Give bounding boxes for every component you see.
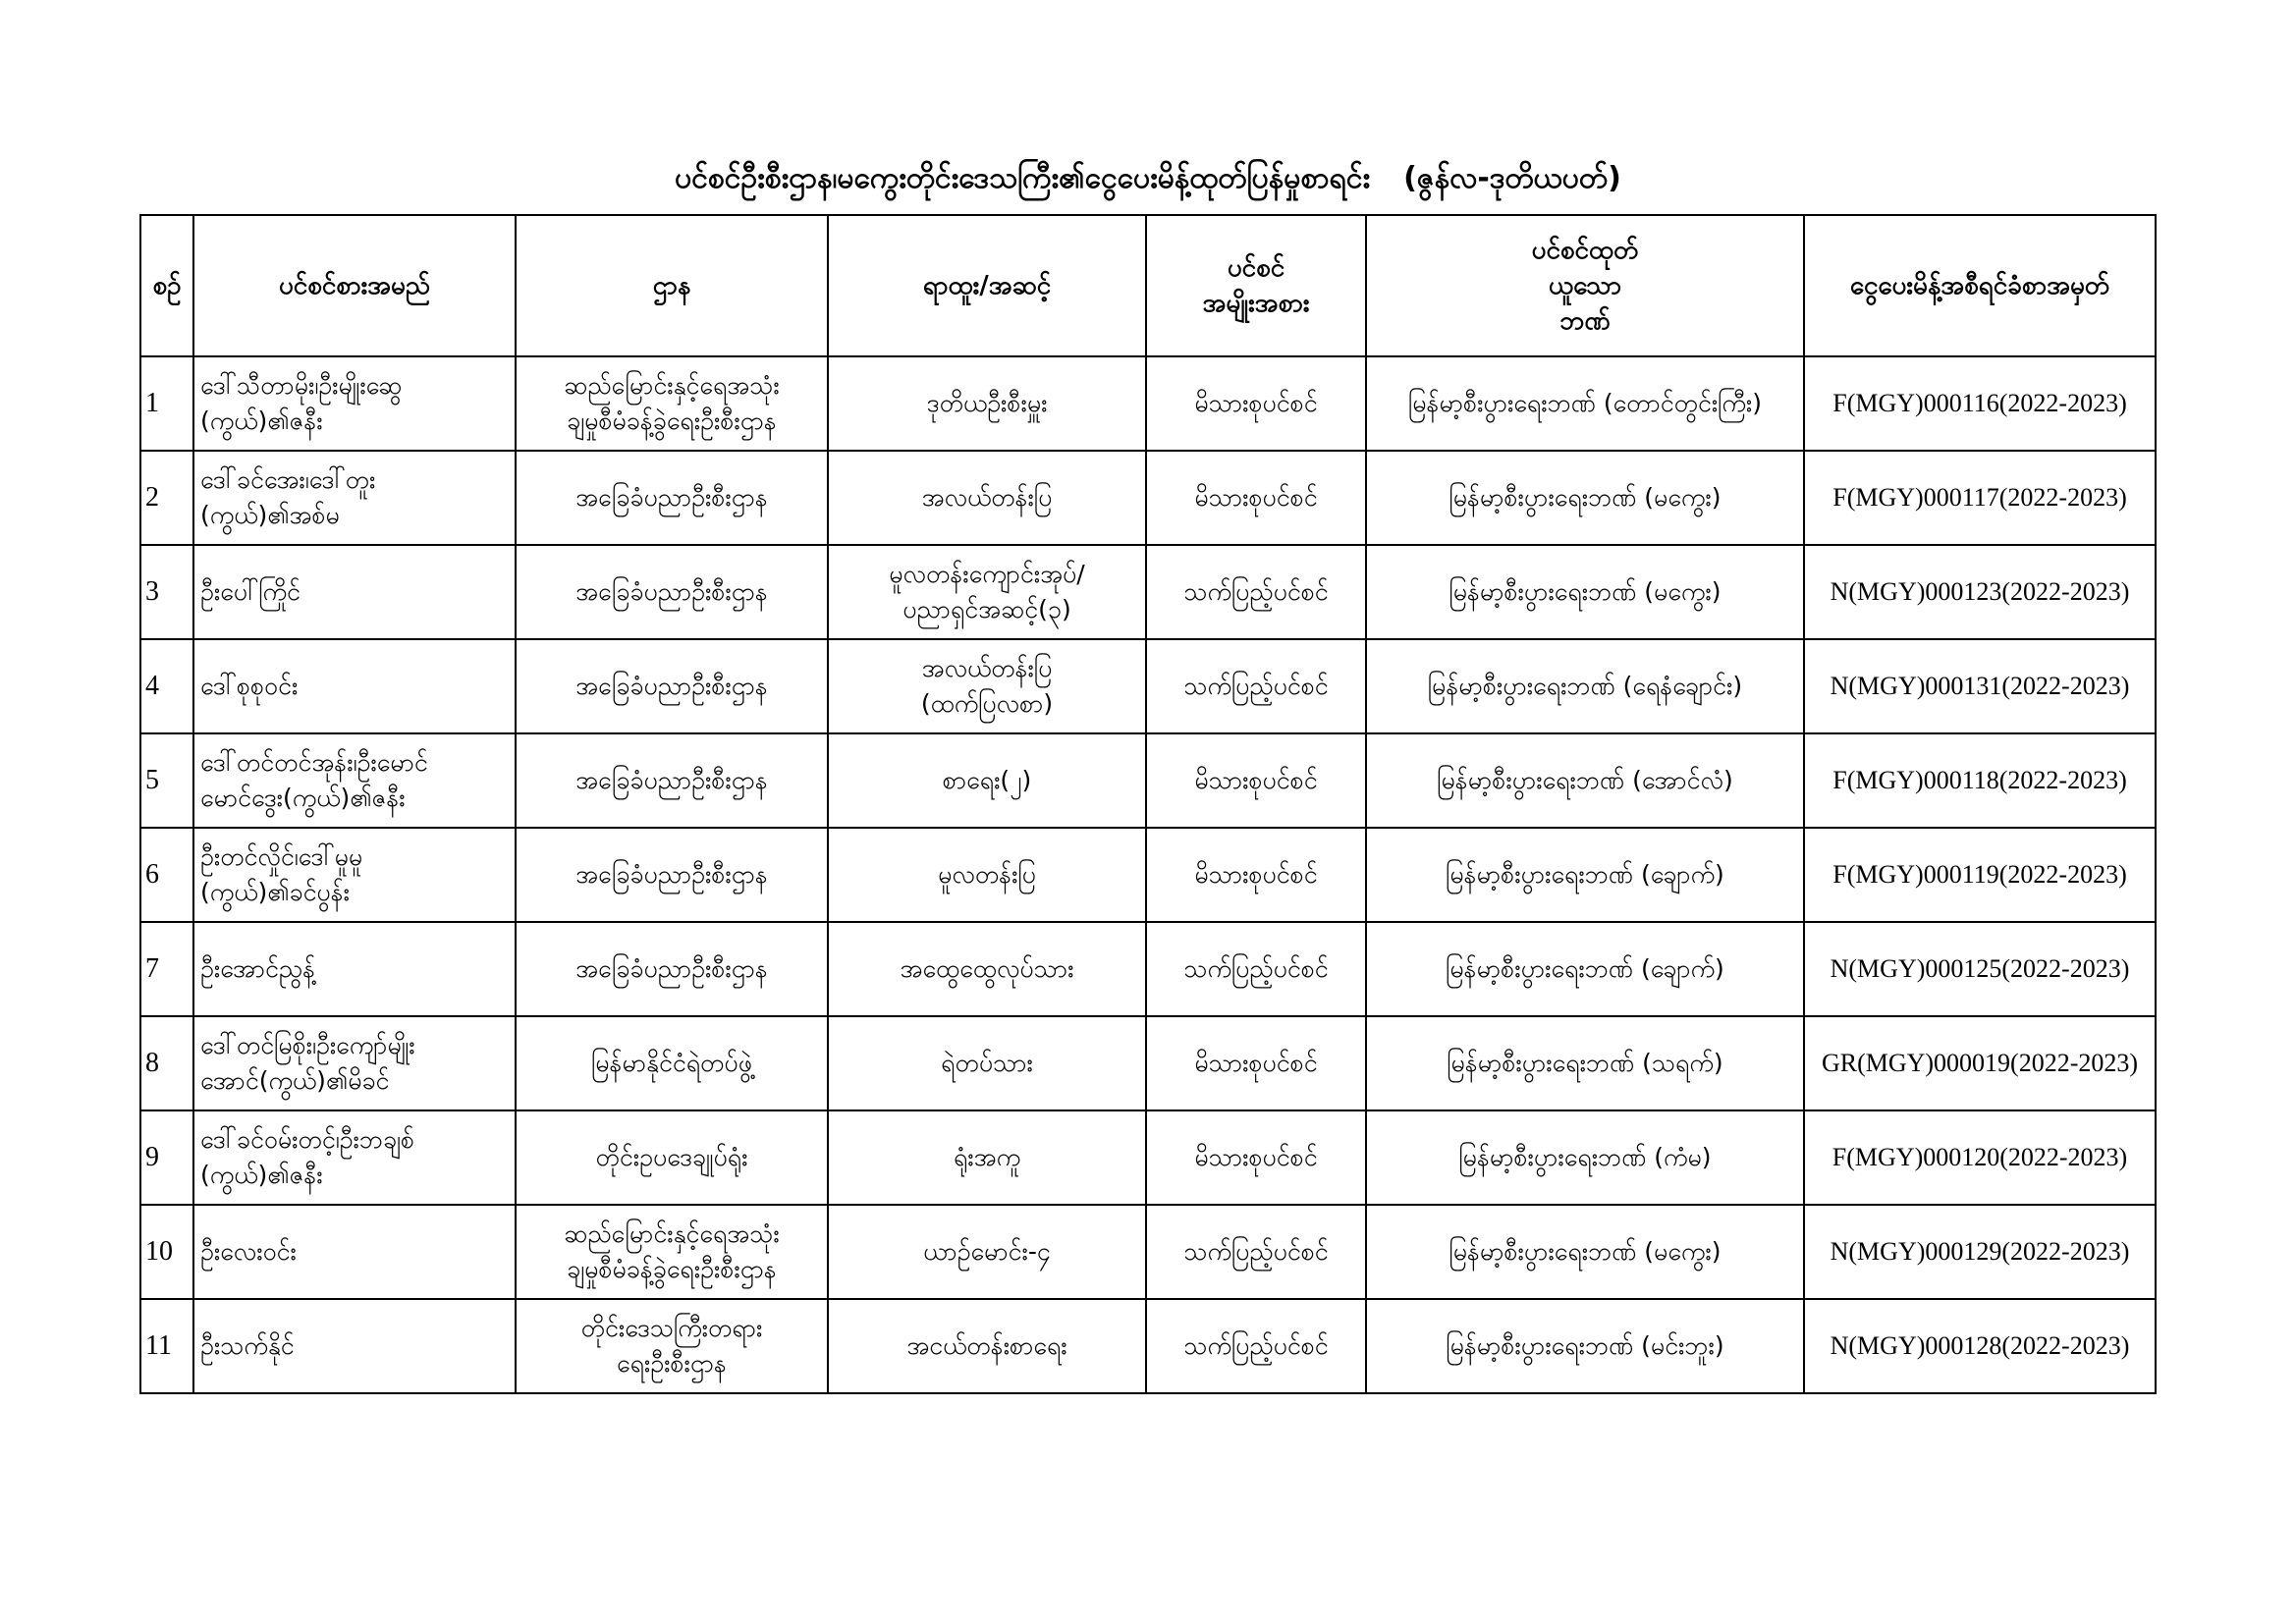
cell-dept	[516, 1299, 828, 1393]
title-main: ပင်စင်ဦးစီးဌာန၊မကွေးတိုင်းဒေသကြီး၏ငွေပေးမိန့်ထုတ်ပြန်မှုစာရင်း	[675, 161, 1371, 195]
header-code	[1804, 215, 2156, 356]
cell-no: 1	[140, 356, 193, 451]
cell-name	[193, 1299, 516, 1393]
cell-no: 4	[140, 639, 193, 733]
header-type-line: အမျိုးအစား	[1202, 289, 1310, 318]
cell-name-line: မောင်ဒွေး(ကွယ်)၏ဇနီး	[200, 784, 406, 812]
cell-rank-line: မူလတန်းပြ	[938, 860, 1036, 889]
table-row	[140, 1110, 2156, 1205]
cell-name	[193, 1110, 516, 1205]
cell-bank	[1366, 1205, 1804, 1299]
cell-dept-line: တိုင်းဥပဒေချုပ်ရုံး	[595, 1143, 748, 1171]
cell-no: 8	[140, 1016, 193, 1110]
table-row	[140, 1016, 2156, 1110]
table-row	[140, 1205, 2156, 1299]
cell-dept-line: တိုင်းဒေသကြီးတရား	[580, 1314, 763, 1342]
cell-bank	[1366, 545, 1804, 639]
title-suffix: (ဇွန်လ-ဒုတိယပတ်)	[1403, 161, 1621, 195]
header-no	[140, 215, 193, 356]
cell-name	[193, 828, 516, 922]
cell-name-line: ဦးသက်နိုင်	[200, 1331, 295, 1360]
cell-code: N(MGY)000128(2022-2023)	[1804, 1299, 2156, 1393]
cell-bank-line: မြန်မာ့စီးပွားရေးဘဏ် (မကွေး)	[1449, 483, 1722, 512]
cell-no: 3	[140, 545, 193, 639]
cell-type-line: မိသားစုပင်စင်	[1194, 483, 1318, 512]
cell-bank	[1366, 922, 1804, 1016]
cell-rank-line: အလယ်တန်းပြ	[921, 483, 1053, 512]
cell-name	[193, 1205, 516, 1299]
header-no-line: စဉ်	[152, 271, 182, 300]
cell-bank-line: မြန်မာ့စီးပွားရေးဘဏ် (ချောက်)	[1446, 860, 1724, 889]
cell-bank-line: မြန်မာ့စီးပွားရေးဘဏ် (မကွေး)	[1449, 577, 1722, 606]
cell-type	[1146, 451, 1366, 545]
cell-rank	[828, 828, 1146, 922]
cell-dept-line: ချမှုစီမံခန့်ခွဲရေးဦးစီးဌာန	[567, 1255, 777, 1283]
cell-type	[1146, 545, 1366, 639]
header-bank	[1366, 215, 1804, 356]
cell-type-line: သက်ပြည့်ပင်စင်	[1183, 954, 1329, 983]
header-type	[1146, 215, 1366, 356]
cell-name-line: ဦးတင်လှိုင်၊ဒေါ်မူမူ	[200, 842, 363, 871]
cell-code: F(MGY)000120(2022-2023)	[1804, 1110, 2156, 1205]
cell-dept-line: အခြေခံပညာဦးစီးဌာန	[575, 483, 768, 512]
cell-dept	[516, 1016, 828, 1110]
cell-dept	[516, 639, 828, 733]
cell-rank-line: ရဲတပ်သား	[941, 1049, 1033, 1077]
cell-rank	[828, 1299, 1146, 1393]
cell-type-line: မိသားစုပင်စင်	[1194, 1143, 1318, 1171]
cell-bank-line: မြန်မာ့စီးပွားရေးဘဏ် (တောင်တွင်းကြီး)	[1408, 389, 1762, 417]
cell-rank	[828, 1016, 1146, 1110]
cell-code: N(MGY)000131(2022-2023)	[1804, 639, 2156, 733]
cell-no: 7	[140, 922, 193, 1016]
cell-dept-line: အခြေခံပညာဦးစီးဌာန	[575, 954, 768, 983]
cell-rank	[828, 356, 1146, 451]
cell-dept-line: ဆည်မြောင်းနှင့်ရေအသုံး	[564, 371, 780, 400]
cell-code: F(MGY)000119(2022-2023)	[1804, 828, 2156, 922]
table-header-row	[140, 215, 2156, 356]
cell-code: GR(MGY)000019(2022-2023)	[1804, 1016, 2156, 1110]
cell-no: 6	[140, 828, 193, 922]
cell-name	[193, 922, 516, 1016]
cell-dept	[516, 1110, 828, 1205]
cell-type	[1146, 828, 1366, 922]
cell-type-line: သက်ပြည့်ပင်စင်	[1183, 1331, 1329, 1360]
table-row	[140, 1299, 2156, 1393]
cell-bank	[1366, 1016, 1804, 1110]
cell-name-line: ဒေါ်ခင်ဝမ်းတင့်၊ဦးဘချစ်	[200, 1125, 415, 1154]
cell-bank-line: မြန်မာ့စီးပွားရေးဘဏ် (ချောက်)	[1446, 954, 1724, 983]
cell-dept	[516, 733, 828, 828]
cell-dept	[516, 922, 828, 1016]
cell-rank-line: ရုံးအကူ	[953, 1143, 1021, 1171]
table-row	[140, 356, 2156, 451]
header-dept	[516, 215, 828, 356]
cell-rank-line: ယာဉ်မောင်း-၄	[923, 1237, 1051, 1266]
cell-bank	[1366, 356, 1804, 451]
cell-name-line: ဒေါ်စုစုဝင်း	[200, 672, 299, 700]
cell-dept-line: ရေးဦးစီးဌာန	[617, 1349, 727, 1378]
table-row	[140, 828, 2156, 922]
cell-dept	[516, 545, 828, 639]
cell-type	[1146, 1110, 1366, 1205]
cell-type-line: သက်ပြည့်ပင်စင်	[1183, 1237, 1329, 1266]
cell-name-line: အောင်(ကွယ်)၏မိခင်	[200, 1066, 390, 1095]
cell-name-line: (ကွယ်)၏ဇနီး	[200, 406, 323, 435]
cell-no: 11	[140, 1299, 193, 1393]
cell-code: F(MGY)000117(2022-2023)	[1804, 451, 2156, 545]
cell-dept	[516, 451, 828, 545]
table-row	[140, 639, 2156, 733]
cell-bank-line: မြန်မာ့စီးပွားရေးဘဏ် (ကံမ)	[1458, 1143, 1712, 1171]
cell-name-line: ဦးအောင်ညွန့်	[200, 954, 316, 983]
cell-dept-line: ဆည်မြောင်းနှင့်ရေအသုံး	[564, 1219, 780, 1248]
cell-name-line: (ကွယ်)၏ခင်ပွန်း	[200, 878, 350, 906]
cell-bank-line: မြန်မာ့စီးပွားရေးဘဏ် (မကွေး)	[1449, 1237, 1722, 1266]
cell-dept-line: အခြေခံပညာဦးစီးဌာန	[575, 766, 768, 794]
cell-type-line: သက်ပြည့်ပင်စင်	[1183, 577, 1329, 606]
cell-name	[193, 733, 516, 828]
cell-name	[193, 545, 516, 639]
cell-type-line: သက်ပြည့်ပင်စင်	[1183, 672, 1329, 700]
cell-code: F(MGY)000116(2022-2023)	[1804, 356, 2156, 451]
cell-name	[193, 356, 516, 451]
cell-bank-line: မြန်မာ့စီးပွားရေးဘဏ် (သရက်)	[1447, 1049, 1723, 1077]
table-row	[140, 922, 2156, 1016]
cell-rank-line: အထွေထွေလုပ်သား	[900, 954, 1074, 983]
cell-bank-line: မြန်မာ့စီးပွားရေးဘဏ် (ရေနံချောင်း)	[1427, 672, 1743, 700]
cell-dept-line: အခြေခံပညာဦးစီးဌာန	[575, 577, 768, 606]
cell-type	[1146, 922, 1366, 1016]
cell-type	[1146, 639, 1366, 733]
header-bank-line: ဘဏ်	[1559, 306, 1611, 336]
page-title	[0, 157, 2296, 200]
cell-code: N(MGY)000129(2022-2023)	[1804, 1205, 2156, 1299]
cell-dept-line: ချမှုစီမံခန့်ခွဲရေးဦးစီးဌာန	[567, 406, 777, 435]
cell-type-line: မိသားစုပင်စင်	[1194, 766, 1318, 794]
cell-type-line: မိသားစုပင်စင်	[1194, 860, 1318, 889]
cell-no: 5	[140, 733, 193, 828]
cell-dept-line: အခြေခံပညာဦးစီးဌာန	[575, 672, 768, 700]
cell-rank-line: မူလတန်းကျောင်းအုပ်/	[889, 560, 1085, 588]
cell-rank-line: အငယ်တန်းစာရေး	[906, 1331, 1067, 1360]
cell-rank-line: စာရေး(၂)	[942, 766, 1032, 794]
cell-no: 10	[140, 1205, 193, 1299]
cell-type	[1146, 1299, 1366, 1393]
header-dept-line: ဌာန	[652, 271, 691, 300]
table-body	[140, 356, 2156, 1393]
pension-table	[139, 214, 2157, 1394]
cell-rank-line: အလယ်တန်းပြ	[921, 654, 1053, 682]
cell-name-line: (ကွယ်)၏ဇနီး	[200, 1161, 323, 1189]
cell-rank	[828, 1110, 1146, 1205]
table-row	[140, 733, 2156, 828]
cell-name	[193, 1016, 516, 1110]
cell-code: F(MGY)000118(2022-2023)	[1804, 733, 2156, 828]
cell-bank	[1366, 1110, 1804, 1205]
cell-rank	[828, 922, 1146, 1016]
cell-bank-line: မြန်မာ့စီးပွားရေးဘဏ် (အောင်လံ)	[1437, 766, 1733, 794]
cell-dept-line: အခြေခံပညာဦးစီးဌာန	[575, 860, 768, 889]
header-type-line: ပင်စင်	[1227, 253, 1285, 283]
cell-bank	[1366, 451, 1804, 545]
cell-name-line: ဒေါ်တင်မြစိုး၊ဦးကျော်မျိုး	[200, 1031, 415, 1059]
cell-type	[1146, 1016, 1366, 1110]
cell-rank	[828, 545, 1146, 639]
cell-dept	[516, 356, 828, 451]
cell-bank	[1366, 828, 1804, 922]
cell-name	[193, 451, 516, 545]
cell-type	[1146, 1205, 1366, 1299]
cell-name-line: ဒေါ်ခင်အေး၊ဒေါ်တူး	[200, 465, 376, 494]
cell-rank	[828, 639, 1146, 733]
cell-type	[1146, 356, 1366, 451]
cell-rank-line: (ထက်ပြလစာ)	[920, 689, 1054, 718]
cell-bank	[1366, 639, 1804, 733]
table-row	[140, 545, 2156, 639]
header-name	[193, 215, 516, 356]
cell-no: 2	[140, 451, 193, 545]
cell-name	[193, 639, 516, 733]
cell-bank-line: မြန်မာ့စီးပွားရေးဘဏ် (မင်းဘူး)	[1446, 1331, 1724, 1360]
cell-name-line: ဒေါ်သီတာမိုး၊ဦးမျိုးဆွေ	[200, 371, 403, 400]
cell-type-line: မိသားစုပင်စင်	[1194, 389, 1318, 417]
header-rank-line: ရာထူး/အဆင့်	[922, 271, 1052, 300]
cell-rank-line: ဒုတိယဦးစီးမှူး	[926, 389, 1048, 417]
cell-dept	[516, 1205, 828, 1299]
cell-rank	[828, 451, 1146, 545]
cell-rank	[828, 1205, 1146, 1299]
cell-bank	[1366, 733, 1804, 828]
cell-dept	[516, 828, 828, 922]
cell-no: 9	[140, 1110, 193, 1205]
cell-type	[1146, 733, 1366, 828]
header-name-line: ပင်စင်စားအမည်	[278, 271, 431, 300]
cell-name-line: (ကွယ်)၏အစ်မ	[200, 501, 340, 529]
cell-name-line: ဦးပေါ်ကြိုင်	[200, 577, 301, 606]
table-row	[140, 451, 2156, 545]
cell-dept-line: မြန်မာနိုင်ငံရဲတပ်ဖွဲ့	[591, 1049, 752, 1077]
header-code-line: ငွေပေးမိန့်အစီရင်ခံစာအမှတ်	[1849, 271, 2110, 300]
cell-type-line: မိသားစုပင်စင်	[1194, 1049, 1318, 1077]
header-rank	[828, 215, 1146, 356]
header-bank-line: ပင်စင်ထုတ်	[1531, 236, 1639, 265]
header-bank-line: ယူသော	[1548, 271, 1622, 300]
cell-bank	[1366, 1299, 1804, 1393]
cell-code: N(MGY)000123(2022-2023)	[1804, 545, 2156, 639]
cell-code: N(MGY)000125(2022-2023)	[1804, 922, 2156, 1016]
cell-rank	[828, 733, 1146, 828]
cell-rank-line: ပညာရှင်အဆင့်(၃)	[902, 595, 1071, 623]
cell-name-line: ဦးလေးဝင်း	[200, 1237, 297, 1266]
cell-name-line: ဒေါ်တင်တင်အုန်း၊ဦးမောင်	[200, 748, 428, 777]
